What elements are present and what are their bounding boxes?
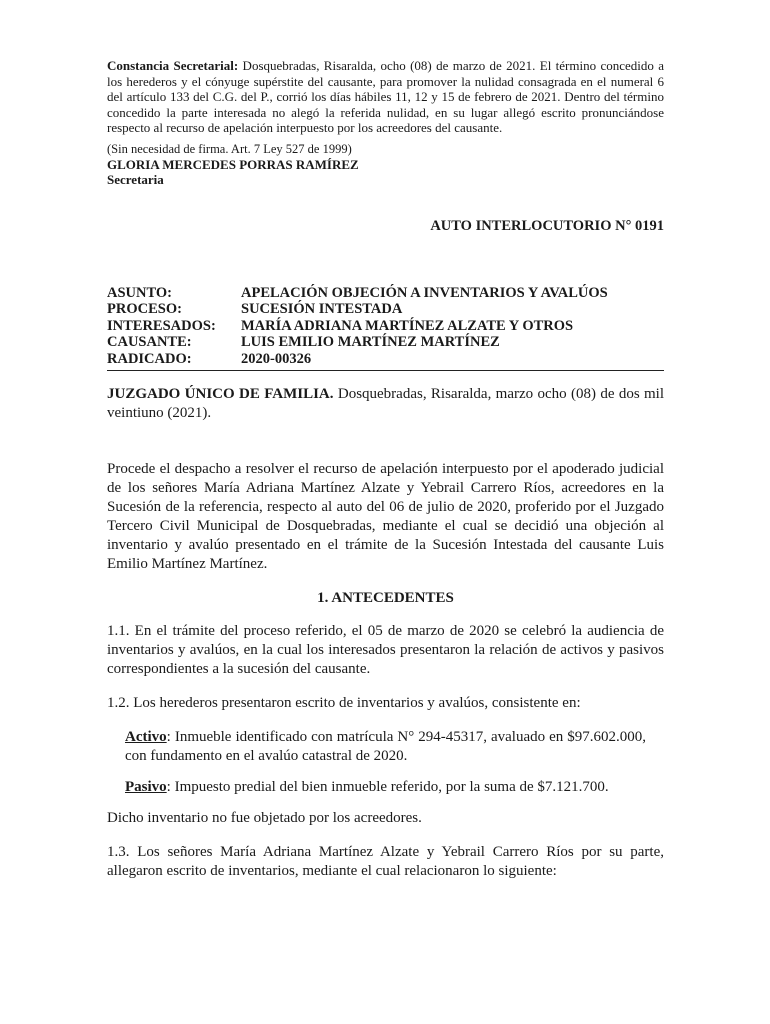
meta-value: APELACIÓN OBJECIÓN A INVENTARIOS Y AVALÚOS [241,284,608,301]
meta-key: PROCESO: [107,301,182,317]
paragraph-1-1: 1.1. En el trámite del proceso referido, el 05 de marzo de 2020 se celebró la audiencia de inventarios y avalúos, en la cual los interesados presentaron la relación de activos y pasivos correspondientes a la sucesión del causante. [107,623,664,677]
pasivo-text: : Impuesto predial del bien inmueble referido, por la suma de $7.121.700. [166,779,609,795]
case-metadata [107,285,664,368]
section-heading: 1. ANTECEDENTES [317,590,454,606]
meta-key: CAUSANTE: [107,334,192,350]
activo-item [125,728,646,766]
meta-key: INTERESADOS: [107,317,216,334]
auto-title: AUTO INTERLOCUTORIO N° 0191 [430,217,664,234]
constancia-text: Dosquebradas, Risaralda, ocho (08) de marzo de 2021. El término concedido a los herederos y el cónyuge supérstite del causante, para promover la nulidad consagrada en el numeral 6 del artículo 133 del C.G. del P., corrió los días hábiles 11, 12 y 15 de febrero de 2021. Dentro del término concedido la parte interesada no alegó la referida nulidad, en su lugar allegó escrito pronunciándose respecto al recurso de apelación interpuesto por los acreedores del causante. [107,58,664,135]
meta-value: LUIS EMILIO MARTÍNEZ MARTÍNEZ [241,334,500,350]
dicho-paragraph: Dicho inventario no fue objetado por los acreedores. [107,810,422,826]
juzgado-label: JUZGADO ÚNICO DE FAMILIA. [107,386,334,402]
meta-value: 2020-00326 [241,350,312,367]
pasivo-label: Pasivo [125,779,167,795]
juzgado-header [107,385,664,423]
meta-key: RADICADO: [107,350,192,367]
juzgado-text: Dosquebradas, Risaralda, marzo ocho (08) de dos mil veintiuno (2021). [107,386,664,421]
signature-note: (Sin necesidad de firma. Art. 7 Ley 527 de 1999) [107,141,352,156]
paragraph-1-2: 1.2. Los herederos presentaron escrito de inventarios y avalúos, consistente en: [107,695,581,711]
meta-row-interesados [107,318,664,335]
meta-row-asunto [107,285,664,302]
pasivo-item [125,778,646,797]
signature-name: GLORIA MERCEDES PORRAS RAMÍREZ [107,156,359,172]
meta-value: MARÍA ADRIANA MARTÍNEZ ALZATE Y OTROS [241,317,574,334]
meta-key: ASUNTO: [107,284,172,301]
signature-role: Secretaria [107,172,164,187]
document-page [107,58,664,881]
meta-row-proceso [107,301,664,318]
constancia-label: Constancia Secretarial: [107,58,239,73]
meta-row-causante [107,334,664,351]
divider-rule [107,370,664,371]
meta-row-radicado [107,351,664,368]
intro-paragraph: Procede el despacho a resolver el recurso de apelación interpuesto por el apoderado judicial de los señores María Adriana Martínez Alzate y Yebrail Carrero Ríos, acreedores en la Sucesión de la referencia, respecto al auto del 06 de julio de 2020, proferido por el Juzgado Tercero Civil Municipal de Dosquebradas, mediante el cual se decidió una objeción al inventario y avalúo presentado en el trámite de la Sucesión Intestada del causante Luis Emilio Martínez Martínez. [107,461,664,572]
activo-text: : Inmueble identificado con matrícula N° 294-45317, avaluado en $97.602.000, con fundamento en el avalúo catastral de 2020. [125,729,646,764]
paragraph-1-3: 1.3. Los señores María Adriana Martínez Alzate y Yebrail Carrero Ríos por su parte, allegaron escrito de inventarios, mediante el cual relacionaron lo siguiente: [107,844,664,879]
activo-label: Activo [125,729,167,745]
meta-value: SUCESIÓN INTESTADA [241,301,403,317]
constancia-secretarial [107,58,664,136]
